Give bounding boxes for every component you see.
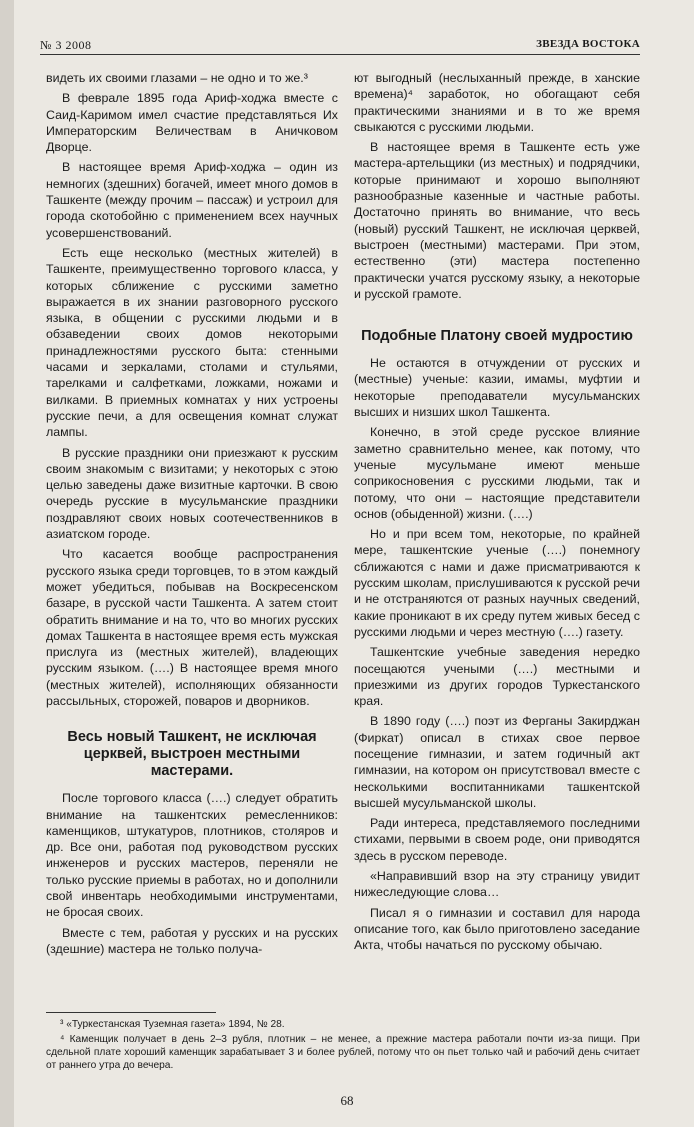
right-column bbox=[354, 70, 640, 958]
paragraph: Писал я о гимназии и составил для народа описание того, как было приготовлено заседание Акта, чтобы начаться по русскому обычаю. bbox=[354, 905, 640, 953]
paragraph: ют выгодный (неслыханный прежде, в ханские времена)⁴ заработок, но обогащают себя практическими знаниями и в то же время свыкаются с русскими людьми. bbox=[354, 71, 640, 134]
paragraph: В настоящее время Ариф-ходжа – один из немногих (здешних) богачей, имеет много домов в Ташкенте (между прочим – пассаж) и устроил для города скотобойню с применением всех научных усовершенствований. bbox=[46, 160, 338, 240]
paragraph: В настоящее время в Ташкенте есть уже мастера-артельщики (из местных) и подрядчики, которые принимают и хорошо выполняют разнообразные казенные и частные работы. Достаточно принять во внимание, что весь (новый) русский Ташкент, не исключая церквей, выстроен (местными) мастерами. При этом, естественно (эти) мастера постепенно практически учатся русскому языку, а некоторые и русской грамоте. bbox=[354, 140, 640, 301]
issue-number: № 3 2008 bbox=[40, 38, 92, 52]
footnotes bbox=[46, 1018, 640, 1074]
paragraph: видеть их своими глазами – не одно и то же.³ bbox=[46, 71, 308, 85]
footnote: ³ «Туркестанская Туземная газета» 1894, № 28. bbox=[60, 1019, 285, 1030]
scan-edge-shadow bbox=[0, 0, 14, 1127]
paragraph: «Направивший взор на эту страницу увидит нижеследующие слова… bbox=[354, 869, 640, 900]
paragraph: Есть еще несколько (местных жителей) в Ташкенте, преимущественно торгового класса, у которых сближение с русскими заметно выражается в их знании разговорного русского языка, в общении с русскими людьми и в обзаведении своих домов некоторыми принадлежностями русского быта: стенными часами и зеркалами, столами и стульями, тарелками и салфетками, ложками, ножами и вилками. В приемных комнатах у них устроены русские печи, а для освещения комнат служат лампы. bbox=[46, 245, 338, 440]
paragraph: Не остаются в отчуждении от русских и (местные) ученые: казии, имамы, муфтии и некоторые преподаватели мусульманских высших и низших школ Ташкента. bbox=[354, 356, 640, 420]
footnote-rule bbox=[46, 1012, 216, 1013]
journal-title: ЗВЕЗДА ВОСТОКА bbox=[536, 38, 640, 50]
paragraph: Ташкентские учебные заведения нередко посещаются учеными (….) местными и приезжими из других городов Туркестанского края. bbox=[354, 645, 640, 709]
paragraph: Вместе с тем, работая у русских и на русских (здешние) мастера не только получа- bbox=[46, 925, 338, 956]
paragraph: Что касается вообще распространения русского языка среди торговцев, то в этом каждый может убедиться, побывав на Воскресенском базаре, в русской части Ташкента. А затем стоит обратить внимание и на то, что во многих русских домах Ташкента в настоящее время есть мужская прислуга из (местных жителей), владеющих русским языком. (….) В настоящее время много (местных жителей), исполняющих обязанности рассыльных, сторожей, поваров и дворников. bbox=[46, 547, 338, 708]
paragraph: После торгового класса (….) следует обратить внимание на ташкентских ремесленников: каменщиков, штукатуров, плотников, столяров и др. Все они, работая под руководством русских инженеров и русских мастеров, переняли не только русские приемы в работах, но и дополнили свой инвентарь необходимыми инструментами, не бросая своих. bbox=[46, 791, 338, 920]
section-heading: Весь новый Ташкент, не исключая церквей, выстроен местными мастерами. bbox=[67, 729, 317, 780]
left-column bbox=[46, 70, 338, 961]
footnote: ⁴ Каменщик получает в день 2–3 рубля, плотник – не менее, а прежние мастера работали почти из-за пищи. При сдельной плате хороший каменщик зарабатывает 3 и более рублей, потому что он пьет только чай и рабочий день считает от раннего утра до вечера. bbox=[46, 1034, 640, 1071]
page-number: 68 bbox=[340, 1093, 354, 1108]
paragraph: В 1890 году (….) поэт из Ферганы Закирджан (Фиркат) описал в стихах свое первое посещение гимназии, и затем годичный акт гимназии, на котором он присутствовал вместе с несколькими воспитанниками ташкентской высшей мусульманской школы. bbox=[354, 714, 640, 810]
paragraph: Ради интереса, представляемого последними стихами, первыми в своем роде, они приводятся здесь в русском переводе. bbox=[354, 816, 640, 863]
running-header bbox=[40, 36, 640, 55]
paragraph: Конечно, в этой среде русское влияние заметно сравнительно менее, как потому, что ученые мусульмане имеют меньше соприкосновения с русскими людьми, так и потому, что они – настоящие представители основ (обыденной) жизни. (….) bbox=[354, 425, 640, 521]
paragraph: В русские праздники они приезжают к русским своим знакомым с визитами; у некоторых с этою целью заведены даже визитные карточки. В свою очередь русские в мусульманские праздники поздравляют своих новых соотечественников в азиатском городе. bbox=[46, 445, 338, 542]
paragraph: В феврале 1895 года Ариф-ходжа вместе с Саид-Каримом имел счастие представляться Их Императорским Величествам в Аничковом Дворце. bbox=[46, 91, 338, 155]
paragraph: Но и при всем том, некоторые, по крайней мере, ташкентские ученые (….) понемногу сближаются с нами и даже присматриваются к русским школам, прислушиваются к русской речи и не отстраняются от разных научных сведений, какие проникают в их среду путем живых бесед с русскими людьми и через местную (….) газету. bbox=[354, 527, 641, 639]
section-heading: Подобные Платону своей мудростию bbox=[361, 328, 633, 345]
